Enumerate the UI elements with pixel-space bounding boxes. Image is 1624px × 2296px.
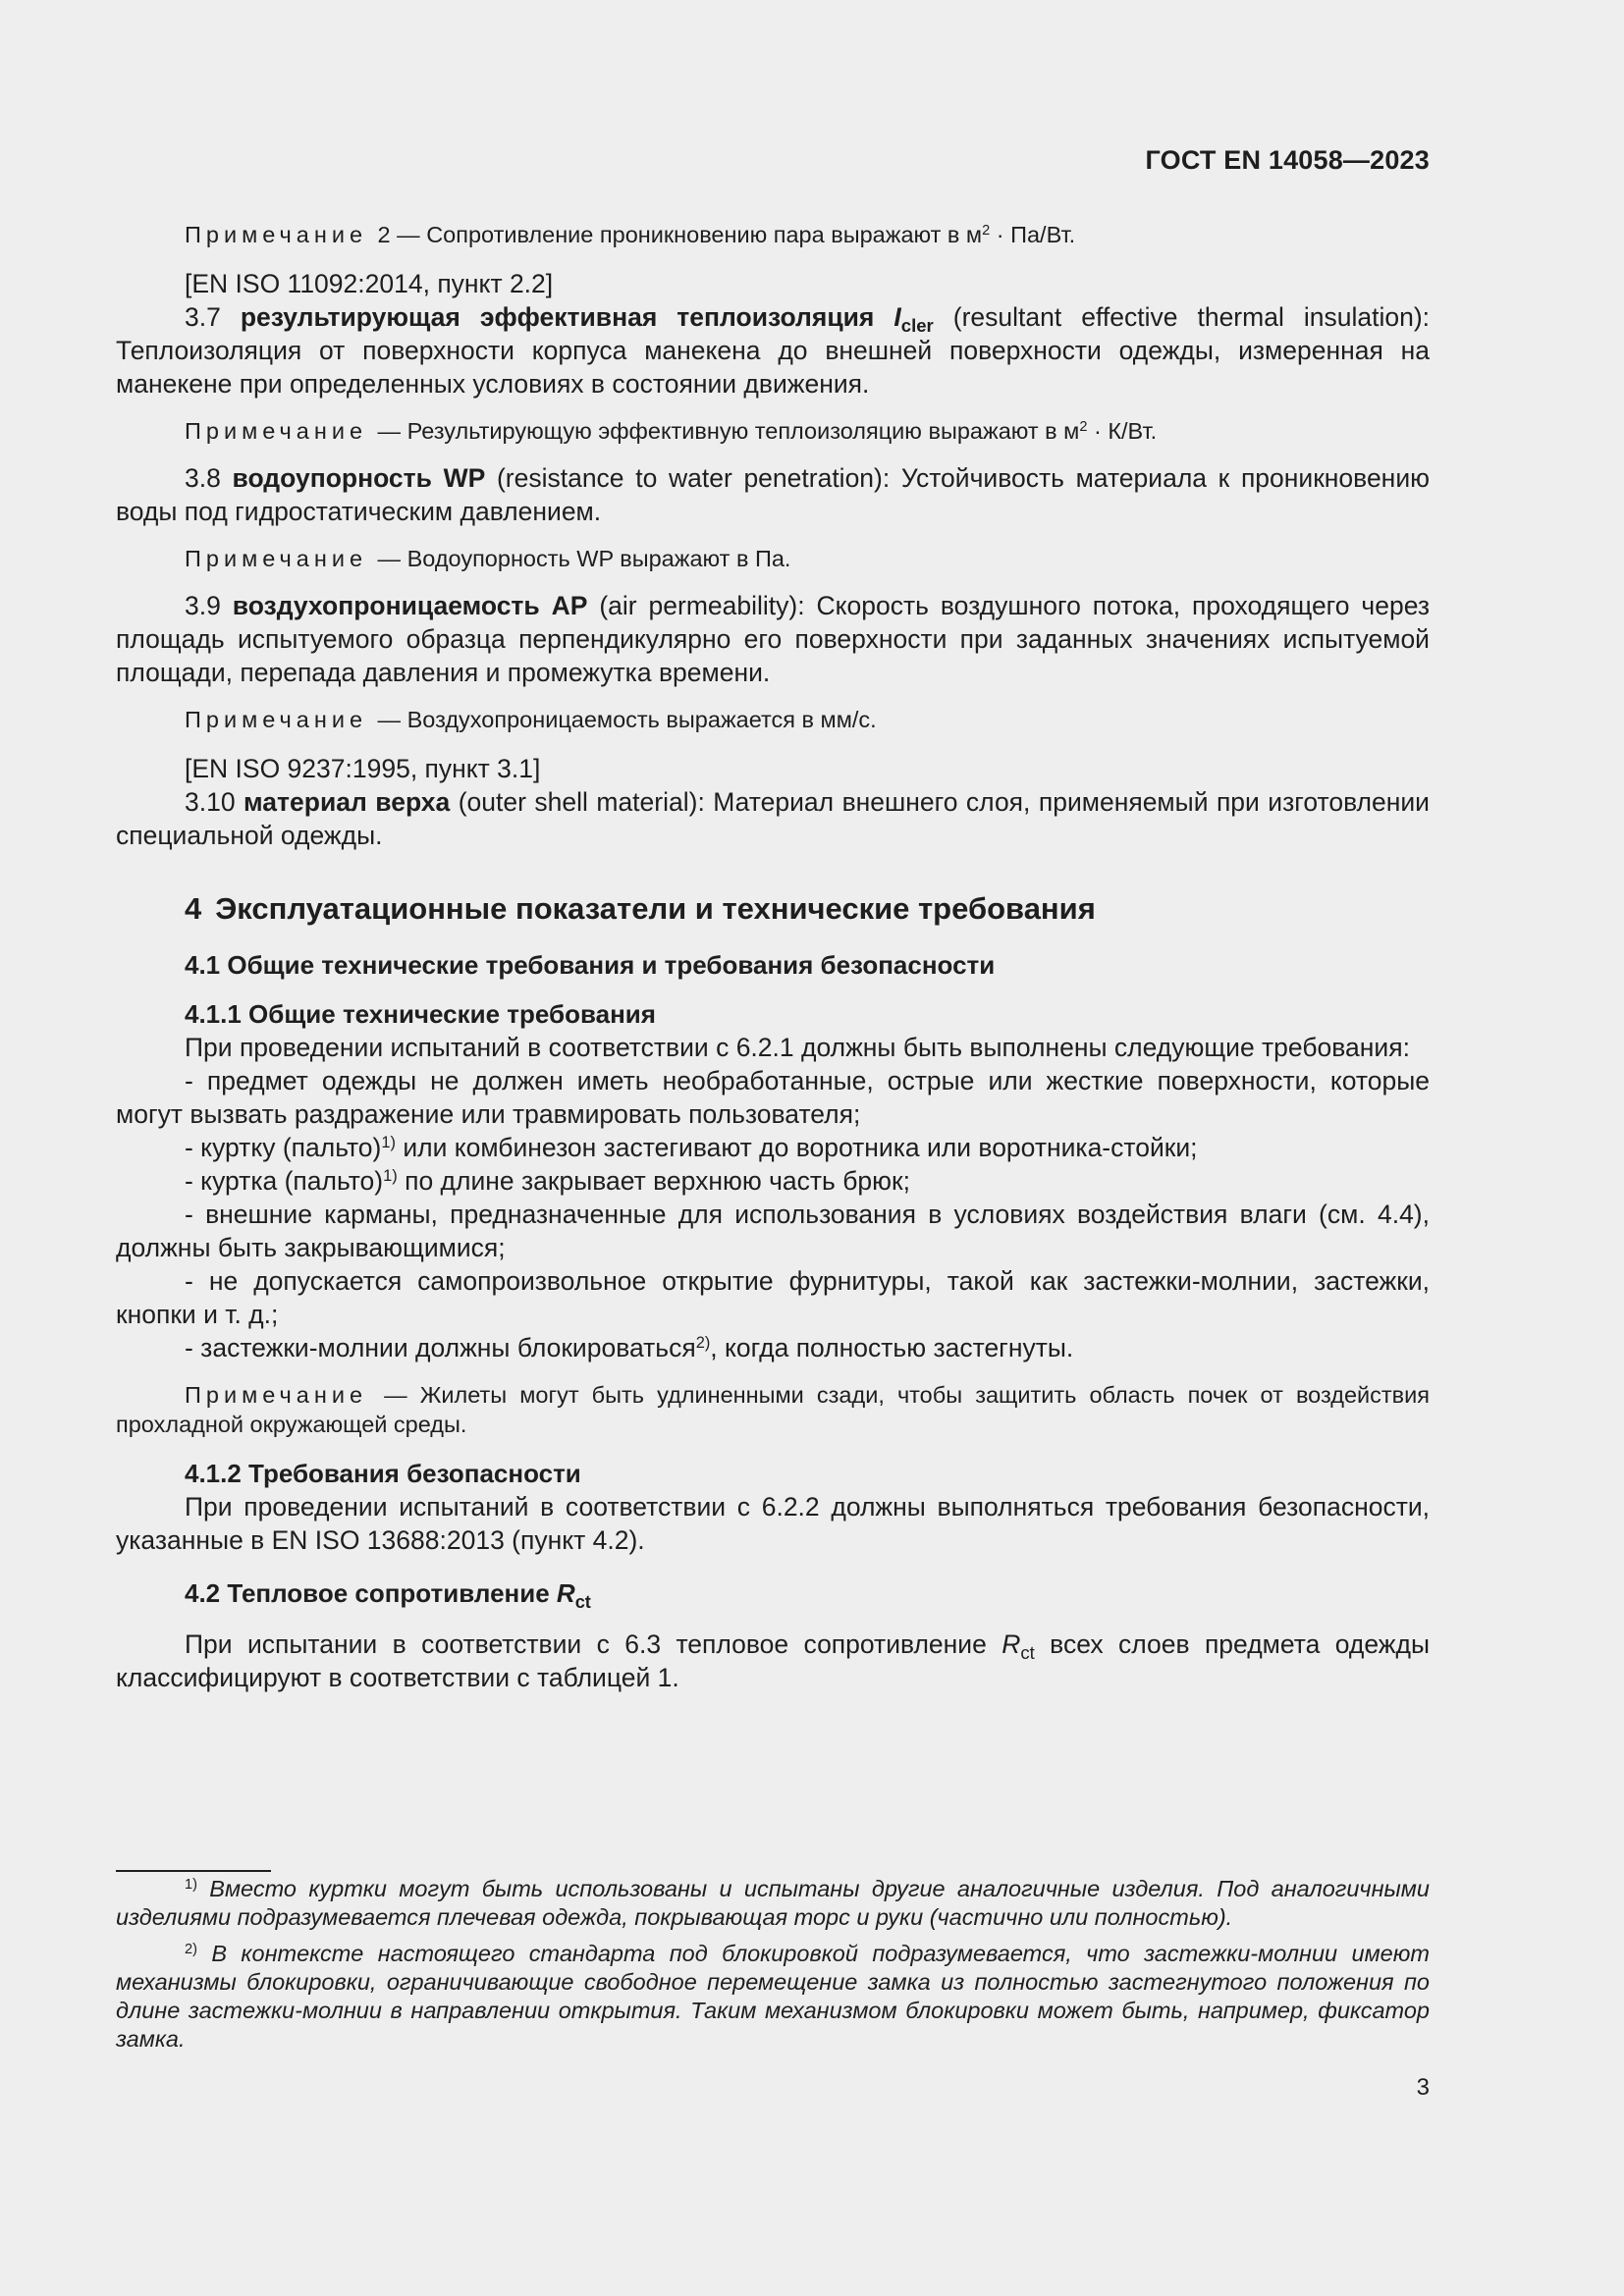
note-3-8: Примечание — Водоупорность WP выражают в Па. <box>185 546 791 571</box>
list-item: - куртку (пальто)$^{1)}$ или комбинезон застегивают до воротника или воротника-стойки; <box>185 1133 1198 1162</box>
subsection-4-1-heading: 4.1 Общие технические требования и требования безопасности <box>185 950 996 980</box>
term-3-9: 3.9 воздухопроницаемость AP (air permeability): Скорость воздушного потока, проходящего через площадь испытуемого образца перпендикулярно его поверхности при заданных значениях испытуемой площади, перепада давления и промежутка времени. <box>116 591 1431 687</box>
reference-iso-11092: [EN ISO 11092:2014, пункт 2.2] <box>185 269 554 298</box>
footnotes <box>116 1875 1430 2054</box>
subsection-4-1-1-heading: 4.1.1 Общие технические требования <box>185 999 656 1029</box>
section-4-heading: 4 Эксплуатационные показатели и технические требования <box>185 891 1096 926</box>
page-number: 3 <box>1416 2074 1430 2101</box>
paragraph-4-1-1-intro: При проведении испытаний в соответствии с 6.2.1 должны быть выполнены следующие требования: <box>185 1033 1410 1062</box>
note-label: Примечание <box>185 222 368 247</box>
list-item: - не допускается самопроизвольное открытие фурнитуры, такой как застежки-молнии, застежки, кнопки и т. д.; <box>116 1266 1430 1329</box>
note-3-9: Примечание — Воздухопроницаемость выражается в мм/с. <box>185 707 877 732</box>
note-label: Примечание <box>185 1382 368 1408</box>
reference-iso-9237: [EN ISO 9237:1995, пункт 3.1] <box>185 754 541 783</box>
term-3-7: 3.7 результирующая эффективная теплоизоляция $I_{cler}$ (resultant effective thermal insulation): Теплоизоляция от поверхности корпуса манекена до внешней поверхности одежды, измеренная на манекене при определенных условиях в состоянии движения. <box>116 302 1430 399</box>
note-4-1-1: Примечание — Жилеты могут быть удлиненными сзади, чтобы защитить область почек от воздействия прохладной окружающей среды. <box>116 1382 1430 1437</box>
footnote-divider <box>116 1870 271 1872</box>
list-item: - предмет одежды не должен иметь необработанные, острые или жесткие поверхности, которые могут вызвать раздражение или травмировать пользователя; <box>116 1066 1430 1129</box>
note-label: Примечание <box>185 546 368 571</box>
list-item: - внешние карманы, предназначенные для использования в условиях воздействия влаги (см. 4.4), должны быть закрывающимися; <box>116 1200 1430 1262</box>
note-3-6: Примечание 2 — Сопротивление проникновению пара выражают в $м^2 \cdot Па/Вт$. <box>185 222 1076 247</box>
subsection-4-2-heading: 4.2 Тепловое сопротивление $R_{ct}$ <box>185 1578 591 1613</box>
list-item: - застежки-молнии должны блокироваться$^{2)}$, когда полностью застегнуты. <box>185 1333 1074 1362</box>
term-3-8: 3.8 водоупорность WP (resistance to water penetration): Устойчивость материала к проникновению воды под гидростатическим давлением. <box>116 463 1430 526</box>
document-header: ГОСТ EN 14058—2023 <box>1145 145 1430 175</box>
list-item: - куртка (пальто)$^{1)}$ по длине закрывает верхнюю часть брюк; <box>185 1166 910 1196</box>
note-label: Примечание <box>185 707 368 732</box>
note-label: Примечание <box>185 418 368 444</box>
term-3-10: 3.10 материал верха (outer shell material): Материал внешнего слоя, применяемый при изготовлении специальной одежды. <box>116 787 1430 850</box>
note-3-7: Примечание — Результирующую эффективную теплоизоляцию выражают в $м^2 \cdot К/Вт$. <box>185 418 1158 444</box>
subsection-4-1-2-heading: 4.1.2 Требования безопасности <box>185 1459 581 1488</box>
paragraph-4-1-2: При проведении испытаний в соответствии с 6.2.2 должны выполняться требования безопасности, указанные в EN ISO 13688:2013 (пункт 4.2). <box>116 1492 1430 1555</box>
document-body <box>116 220 1430 1694</box>
paragraph-4-2: При испытании в соответствии с 6.3 тепловое сопротивление $R_{ct}$ всех слоев предмета одежды классифицируют в соответствии с таблицей 1. <box>116 1629 1430 1692</box>
footnote-2: $^{2)}$ В контексте настоящего стандарта под блокировкой подразумевается, что застежки-молнии имеют механизмы блокировки, ограничивающие свободное перемещение замка из полностью застегнутого положения по длине застежки-молнии в направлении открытия. Таким механизмом блокировки может быть, например, фиксатор замка. <box>116 1941 1430 2052</box>
footnote-1: $^{1)}$ Вместо куртки могут быть использованы и испытаны другие аналогичные изделия. Под аналогичными изделиями подразумевается плечевая одежда, покрывающая торс и руки (частично или полностью). <box>116 1876 1430 1930</box>
